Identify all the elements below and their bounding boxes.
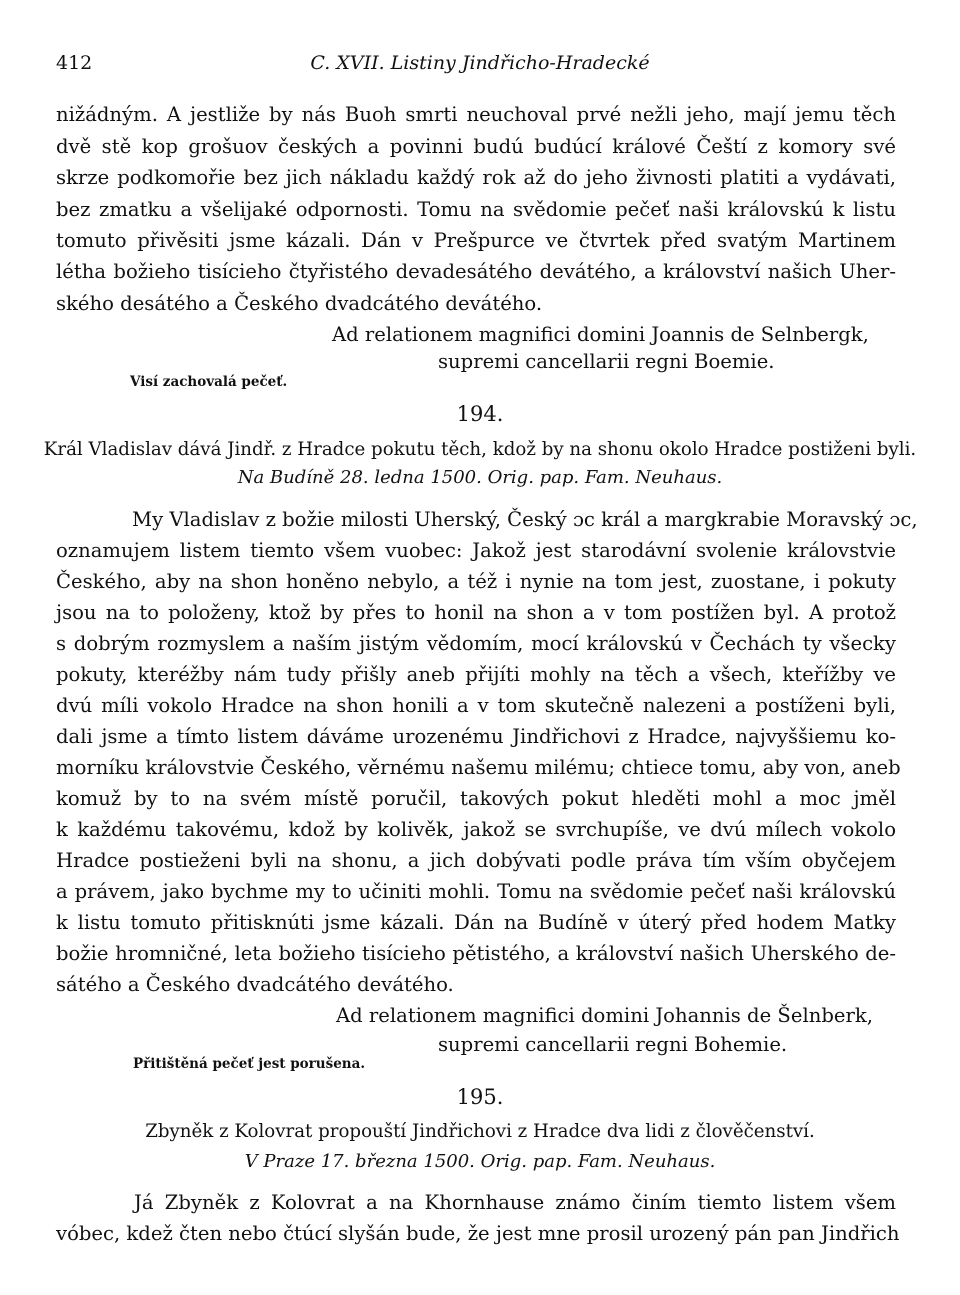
- text-line: létha božieho tisícieho čtyřistého devadesátého devátého, a království našich Uher-: [56, 260, 896, 283]
- text-line: a právem, jako bychme my to učiniti mohli. Tomu na svědomie pečeť naši královskú: [56, 880, 896, 903]
- text-line: oznamujem listem tiemto všem vuobec: Jakož jest starodávní svolenie královstvie: [56, 539, 896, 562]
- text-line: božie hromničné, leta božieho tisícieho pětistého, a království našich Uherského de-: [56, 942, 896, 965]
- text-line: morníku královstvie Českého, věrnému našemu milému; chtiece tomu, aby von, aneb: [56, 756, 901, 779]
- document-number: 195.: [456, 1085, 504, 1109]
- document-source: Na Budíně 28. ledna 1500. Orig. pap. Fam. Neuhaus.: [237, 467, 723, 488]
- document-source: V Praze 17. března 1500. Orig. pap. Fam. Neuhaus.: [244, 1151, 716, 1172]
- seal-note: Visí zachovalá pečeť.: [130, 374, 288, 390]
- text-line: skrze podkomořie bez jich nákladu každý rok až do jeho živnosti platiti a vydávati,: [56, 166, 896, 189]
- text-line: k každému takovému, kdož by kolivěk, jakož se svrchupíše, ve dvú mílech vokolo: [56, 818, 896, 841]
- seal-note: Přitištěná pečeť jest porušena.: [133, 1056, 366, 1072]
- text-line: komuž by to na svém místě poručil, takových pokut hleděti mohl a moc jměl: [56, 787, 896, 810]
- text-line: nižádným. A jestliže by nás Buoh smrti neuchoval prvé nežli jeho, mají jemu těch: [56, 103, 896, 126]
- text-line: dvě stě kop grošuov českých a povinni budú budúcí králové Čeští z komory své: [56, 135, 896, 158]
- document-number: 194.: [456, 402, 504, 426]
- text-line: jsou na to položeny, ktož by přes to honil na shon a v tom postížen byl. A protož: [56, 601, 896, 624]
- relation-line: supremi cancellarii regni Boemie.: [438, 350, 775, 373]
- text-line: sátého a Českého dvadcátého devátého.: [56, 973, 454, 996]
- page-number: 412: [56, 52, 93, 74]
- text-line: tomuto přivěsiti jsme kázali. Dán v Prešpurce ve čtvrtek před svatým Martinem: [56, 229, 896, 252]
- text-line: Hradce postieženi byli na shonu, a jich dobývati podle práva tím vším obyčejem: [56, 849, 896, 872]
- relation-line: Ad relationem magnifici domini Joannis de Selnbergk,: [332, 323, 869, 346]
- text-line: bez zmatku a všelijaké odpornosti. Tomu na svědomie pečeť naši královskú k listu: [56, 198, 896, 221]
- text-line: My Vladislav z božie milosti Uherský, Český ɔc král a margkrabie Moravský ɔc,: [132, 508, 918, 531]
- relation-line: supremi cancellarii regni Bohemie.: [438, 1033, 788, 1056]
- document-summary: Král Vladislav dává Jindř. z Hradce pokutu těch, kdož by na shonu okolo Hradce postiženi byli.: [43, 439, 917, 460]
- text-line: Já Zbyněk z Kolovrat a na Khornhause známo činím tiemto listem všem: [134, 1191, 896, 1214]
- document-summary: Zbyněk z Kolovrat propouští Jindřichovi z Hradce dva lidi z člověčenství.: [145, 1121, 815, 1142]
- text-line: vóbec, kdež čten nebo čtúcí slyšán bude, že jest mne prosil urozený pán pan Jindřich: [56, 1222, 900, 1245]
- text-line: dvú míli vokolo Hradce na shon honili a v tom skutečně nalezeni a postíženi byli,: [56, 694, 896, 717]
- text-line: s dobrým rozmyslem a naším jistým vědomím, mocí královskú v Čechách ty všecky: [56, 632, 896, 655]
- text-line: dali jsme a tímto listem dáváme urozenému Jindřichovi z Hradce, najvyššiemu ko-: [56, 725, 896, 748]
- text-line: k listu tomuto přitisknúti jsme kázali. Dán na Budíně v úterý před hodem Matky: [56, 911, 896, 934]
- running-title: C. XVII. Listiny Jindřicho-Hradecké: [310, 52, 650, 74]
- relation-line: Ad relationem magnifici domini Johannis de Šelnberk,: [336, 1004, 873, 1027]
- text-line: pokuty, kteréžby nám tudy přišly aneb přijíti mohly na těch a všech, kteřížby ve: [56, 663, 896, 686]
- text-line: ského desátého a Českého dvadcátého devátého.: [56, 292, 543, 315]
- text-line: Českého, aby na shon honěno nebylo, a též i nynie na tom jest, zuostane, i pokuty: [56, 570, 896, 593]
